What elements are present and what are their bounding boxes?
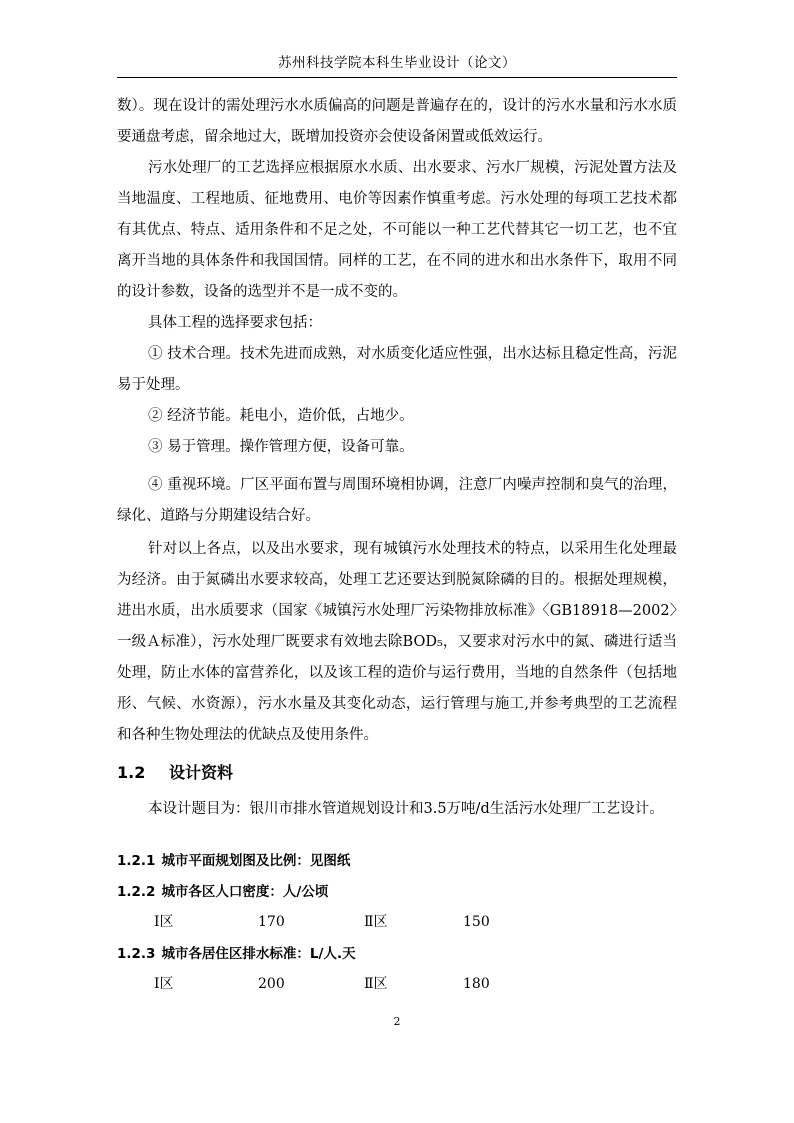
zone-value: 180 bbox=[463, 976, 490, 992]
subsection-heading-plan bbox=[117, 851, 350, 871]
list-item-economic: ② 经济节能。耗电小，造价低，占地少。 bbox=[148, 408, 414, 424]
subsection-title: 城市各区人口密度：人/公顷 bbox=[161, 884, 329, 900]
zone-value: 150 bbox=[463, 914, 490, 930]
paragraph-requirements-intro: 具体工程的选择要求包括： bbox=[148, 315, 322, 331]
zone-label: Ⅰ区 bbox=[154, 976, 174, 992]
subsection-title: 城市平面规划图及比例：见图纸 bbox=[161, 853, 351, 869]
section-number: 1.2 bbox=[117, 763, 146, 782]
header-divider bbox=[117, 77, 677, 78]
running-header: 苏州科技学院本科生毕业设计（论文） bbox=[278, 55, 516, 71]
section-title: 设计资料 bbox=[169, 763, 234, 782]
subsection-number: 1.2.1 bbox=[117, 853, 156, 869]
list-item-environment: ④ 重视环境。厂区平面布置与周围环境相协调，注意厂内噪声控制和臭气的治理，绿化、道路与分期建设结合好。 bbox=[117, 477, 677, 524]
paragraph-conclusion: 针对以上各点，以及出水要求，现有城镇污水处理技术的特点，以采用生化处理最为经济。由于氮磷出水要求较高，处理工艺还要达到脱氮除磷的目的。根据处理规模，进出水质，出水质要求（国家《城镇污水处理厂污染物排放标准》〈GB18918—2002〉一级Ａ标准），污水处理厂既要求有效地去除BOD₅，又要求对污水中的氮、磷进行适当处理，防止水体的富营养化，以及该工程的造价与运行费用，当地的自然条件（包括地形、气候、水资源），污水水量及其变化动态，运行管理与施工,并参考典型的工艺流程和各种生物处理法的优缺点及使用条件。 bbox=[117, 541, 677, 743]
zone-value: 170 bbox=[258, 914, 285, 930]
list-item-management: ③ 易于管理。操作管理方便，设备可靠。 bbox=[148, 439, 414, 455]
subsection-heading-drainage bbox=[117, 944, 356, 964]
zone-label: Ⅱ区 bbox=[364, 976, 388, 992]
subsection-number: 1.2.3 bbox=[117, 946, 156, 962]
paragraph-continuation: 数）。现在设计的需处理污水水质偏高的问题是普遍存在的，设计的污水水量和污水水质要通盘考虑，留余地过大，既增加投资亦会使设备闲置或低效运行。 bbox=[117, 98, 677, 145]
zone-label: Ⅰ区 bbox=[154, 914, 174, 930]
drainage-row bbox=[117, 973, 677, 995]
paragraph-process-selection: 污水处理厂的工艺选择应根据原水水质、出水要求、污水厂规模，污泥处置方法及当地温度、工程地质、征地费用、电价等因素作慎重考虑。污水处理的每项工艺技术都有其优点、特点、适用条件和不足之处，不可能以一种工艺代替其它一切工艺，也不宜离开当地的具体条件和我国国情。同样的工艺，在不同的进水和出水条件下，取用不同的设计参数，设备的选型并不是一成不变的。 bbox=[117, 160, 677, 300]
section-intro: 本设计题目为：银川市排水管道规划设计和3.5万吨/d生活污水处理厂工艺设计。 bbox=[148, 801, 664, 817]
subsection-number: 1.2.2 bbox=[117, 884, 156, 900]
subsection-title: 城市各居住区排水标准：L/人.天 bbox=[161, 946, 356, 962]
section-heading bbox=[117, 762, 233, 784]
zone-label: Ⅱ区 bbox=[364, 914, 388, 930]
zone-value: 200 bbox=[258, 976, 285, 992]
page-number: 2 bbox=[393, 1015, 401, 1028]
density-row bbox=[117, 911, 677, 933]
subsection-heading-density bbox=[117, 882, 328, 902]
list-item-technical: ① 技术合理。技术先进而成熟，对水质变化适应性强，出水达标且稳定性高，污泥易于处理。 bbox=[117, 346, 677, 393]
